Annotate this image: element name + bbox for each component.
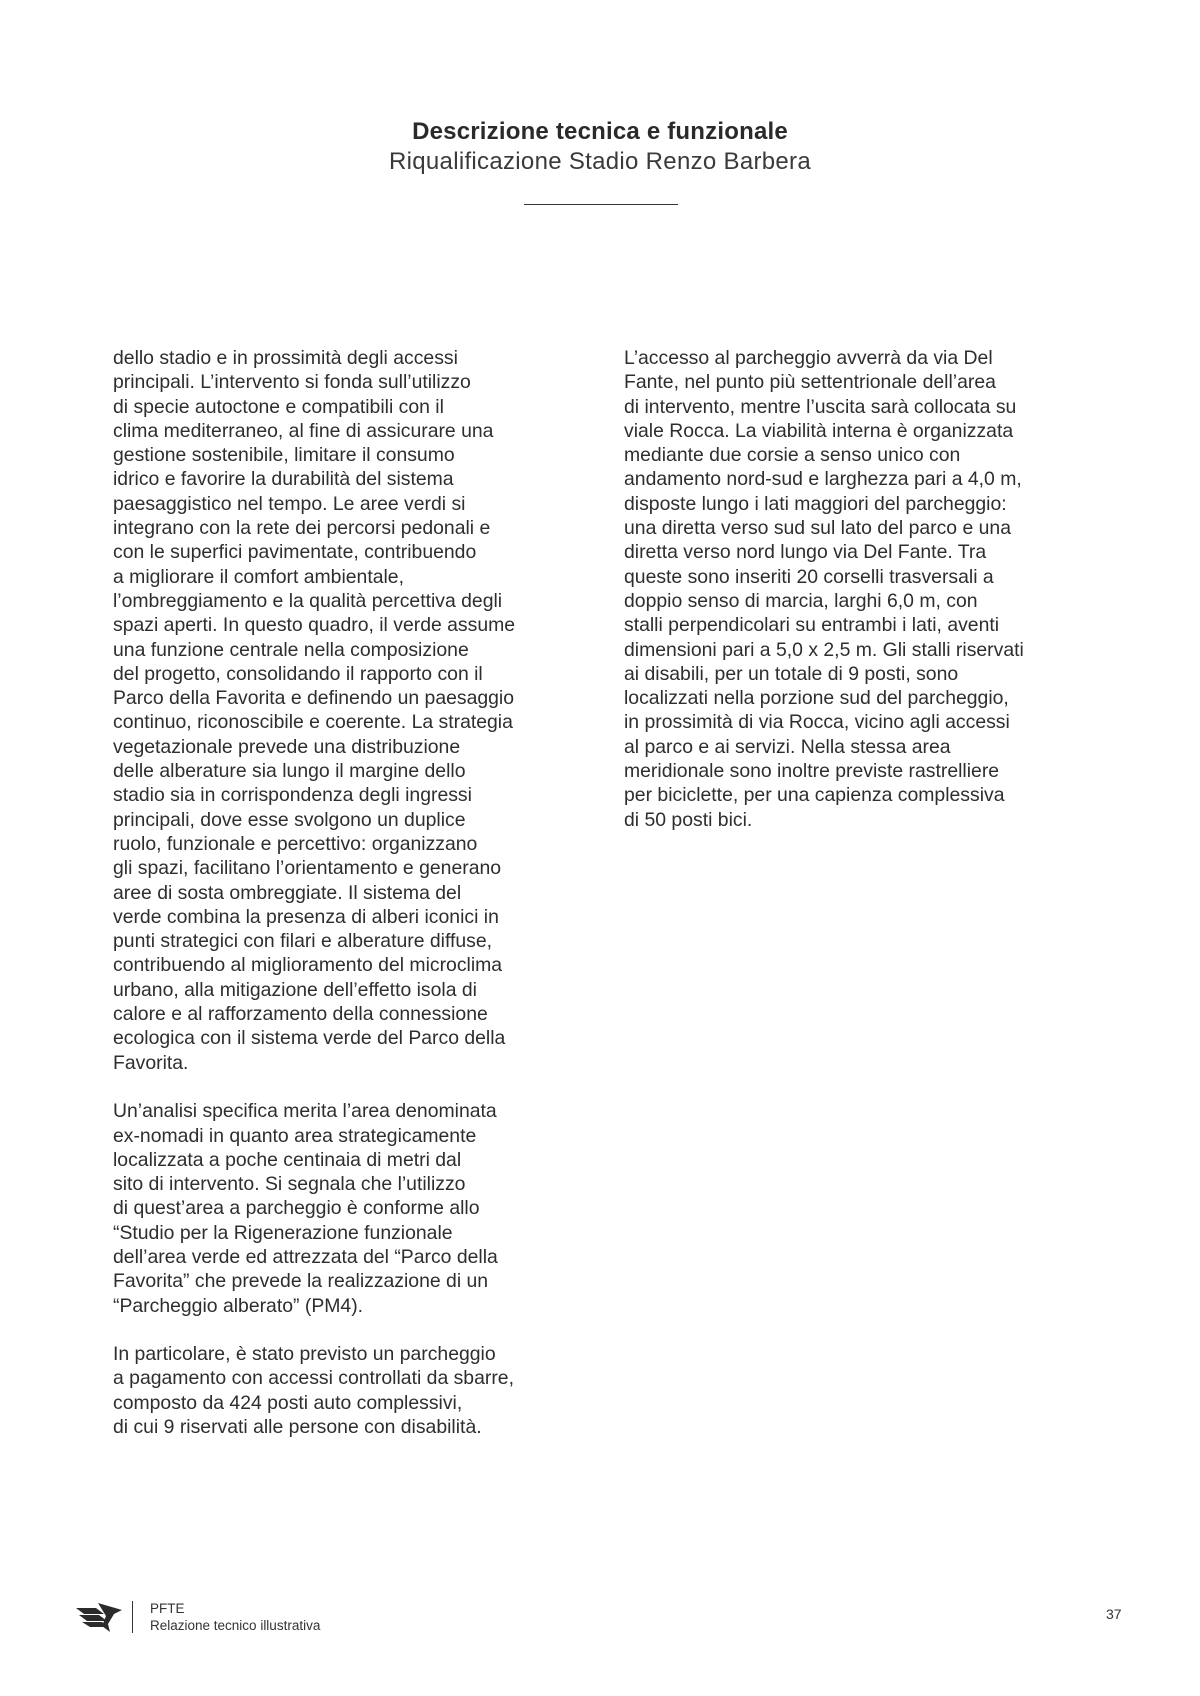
left-paragraph-3	[113, 1342, 593, 1439]
text-line: integrano con la rete dei percorsi pedonali e	[113, 517, 491, 540]
text-line: vegetazionale prevede una distribuzione	[113, 735, 461, 758]
footer-label-pfte: PFTE	[150, 1601, 185, 1616]
paragraph-gap	[113, 1075, 593, 1099]
text-line: meridionale sono inoltre previste rastrelliere	[624, 760, 1000, 783]
text-line: viale Rocca. La viabilità interna è organizzata	[624, 419, 1014, 442]
page-number: 37	[1106, 1606, 1122, 1622]
document-title: Descrizione tecnica e funzionale	[412, 118, 788, 145]
text-line: clima mediterraneo, al fine di assicurare una	[113, 419, 494, 442]
footer-label	[150, 1601, 320, 1634]
text-line: queste sono inseriti 20 corselli trasversali a	[624, 565, 994, 588]
text-line: aree di sosta ombreggiate. Il sistema del	[113, 881, 462, 904]
text-line: Favorita” che prevede la realizzazione di un	[113, 1270, 489, 1293]
text-line: “Parcheggio alberato” (PM4).	[113, 1294, 364, 1317]
right-text-column	[624, 346, 1104, 832]
text-line: spazi aperti. In questo quadro, il verde assume	[113, 614, 516, 637]
text-line: di cui 9 riservati alle persone con disabilità.	[113, 1416, 482, 1439]
text-line: Favorita.	[113, 1051, 189, 1074]
text-line: contribuendo al miglioramento del microclima	[113, 954, 503, 977]
title-divider	[524, 204, 678, 205]
text-line: dimensioni pari a 5,0 x 2,5 m. Gli stalli riservati	[624, 638, 1024, 661]
text-line: ai disabili, per un totale di 9 posti, sono	[624, 662, 959, 685]
page-header	[0, 117, 1200, 177]
text-line: a migliorare il comfort ambientale,	[113, 565, 404, 588]
text-line: “Studio per la Rigenerazione funzionale	[113, 1221, 453, 1244]
text-line: sito di intervento. Si segnala che l’utilizzo	[113, 1173, 466, 1196]
text-line: delle alberature sia lungo il margine dello	[113, 760, 466, 783]
text-line: al parco e ai servizi. Nella stessa area	[624, 735, 951, 758]
text-line: mediante due corsie a senso unico con	[624, 444, 961, 467]
eagle-logo-icon	[74, 1600, 124, 1634]
text-line: ecologica con il sistema verde del Parco della	[113, 1027, 506, 1050]
text-line: di intervento, mentre l’uscita sarà collocata su	[624, 395, 1017, 418]
text-line: continuo, riconoscibile e coerente. La strategia	[113, 711, 513, 734]
text-line: principali. L’intervento si fonda sull’utilizzo	[113, 371, 471, 394]
left-paragraph-2	[113, 1099, 593, 1318]
text-line: di specie autoctone e compatibili con il	[113, 395, 444, 418]
text-line: una funzione centrale nella composizione	[113, 638, 469, 661]
text-line: in prossimità di via Rocca, vicino agli accessi	[624, 711, 1010, 734]
left-paragraph-1	[113, 346, 593, 1075]
footer-label-report: Relazione tecnico illustrativa	[150, 1617, 321, 1633]
text-line: gli spazi, facilitano l’orientamento e generano	[113, 857, 502, 880]
left-text-column	[113, 346, 593, 1439]
text-line: stadio sia in corrispondenza degli ingressi	[113, 784, 472, 807]
text-line: una diretta verso sud sul lato del parco e una	[624, 517, 1011, 540]
text-line: L’accesso al parcheggio avverrà da via Del	[624, 347, 993, 369]
text-line: composto da 424 posti auto complessivi,	[113, 1391, 463, 1414]
text-line: a pagamento con accessi controllati da sbarre,	[113, 1367, 514, 1390]
text-line: stalli perpendicolari su entrambi i lati, aventi	[624, 614, 1000, 637]
text-line: Un’analisi specifica merita l’area denominata	[113, 1100, 497, 1123]
text-line: Fante, nel punto più settentrionale dell’area	[624, 371, 996, 394]
text-line: con le superfici pavimentate, contribuendo	[113, 541, 477, 564]
text-line: del progetto, consolidando il rapporto con il	[113, 662, 483, 685]
text-line: paesaggistico nel tempo. Le aree verdi si	[113, 492, 466, 515]
text-line: disposte lungo i lati maggiori del parcheggio:	[624, 492, 1007, 515]
text-line: Parco della Favorita e definendo un paesaggio	[113, 687, 515, 710]
text-line: ruolo, funzionale e percettivo: organizzano	[113, 832, 478, 855]
paragraph-gap	[113, 1318, 593, 1342]
text-line: idrico e favorire la durabilità del sistema	[113, 468, 454, 491]
text-line: In particolare, è stato previsto un parcheggio	[113, 1343, 496, 1366]
text-line: calore e al rafforzamento della connessione	[113, 1003, 488, 1026]
text-line: urbano, alla mitigazione dell’effetto isola di	[113, 978, 477, 1001]
text-line: localizzata a poche centinaia di metri dal	[113, 1148, 462, 1171]
text-line: localizzati nella porzione sud del parcheggio,	[624, 687, 1009, 710]
text-line: andamento nord-sud e larghezza pari a 4,0 m,	[624, 468, 1022, 491]
footer-separator	[132, 1601, 133, 1633]
text-line: diretta verso nord lungo via Del Fante. Tra	[624, 541, 987, 564]
text-line: l’ombreggiamento e la qualità percettiva degli	[113, 589, 503, 612]
right-paragraph-1	[624, 346, 1104, 832]
text-line: dello stadio e in prossimità degli accessi	[113, 347, 458, 369]
text-line: gestione sostenibile, limitare il consumo	[113, 444, 455, 467]
text-line: per biciclette, per una capienza complessiva	[624, 784, 1005, 807]
text-line: punti strategici con filari e alberature diffuse,	[113, 930, 493, 953]
document-subtitle: Riqualificazione Stadio Renzo Barbera	[388, 148, 811, 175]
text-line: dell’area verde ed attrezzata del “Parco della	[113, 1245, 498, 1268]
text-line: principali, dove esse svolgono un duplice	[113, 808, 466, 831]
text-line: verde combina la presenza di alberi iconici in	[113, 905, 499, 928]
text-line: di 50 posti bici.	[624, 808, 753, 831]
text-line: ex-nomadi in quanto area strategicamente	[113, 1124, 477, 1147]
text-line: di quest’area a parcheggio è conforme allo	[113, 1197, 480, 1220]
text-line: doppio senso di marcia, larghi 6,0 m, con	[624, 589, 978, 612]
